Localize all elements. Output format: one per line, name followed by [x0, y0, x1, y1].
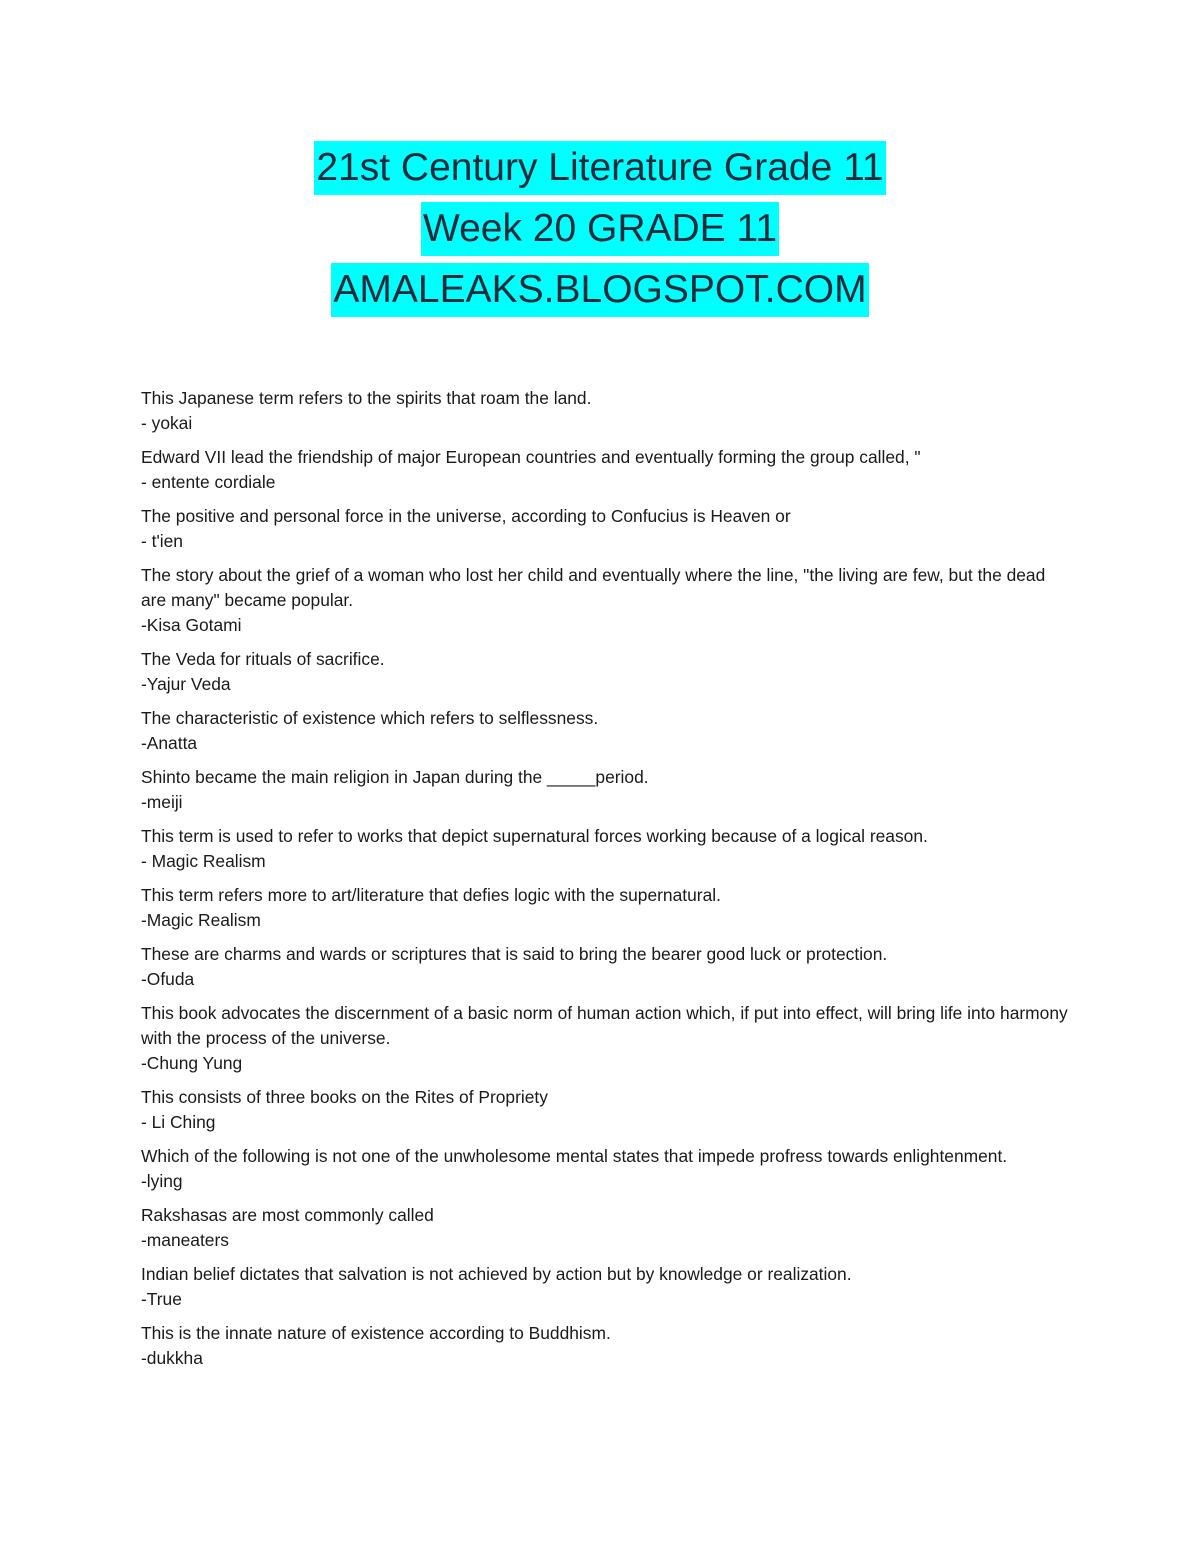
title-week: Week 20 GRADE 11 [421, 202, 779, 256]
qa-item [141, 563, 1071, 638]
title-course: 21st Century Literature Grade 11 [314, 141, 885, 195]
qa-item [141, 647, 1071, 697]
title-website: AMALEAKS.BLOGSPOT.COM [331, 263, 868, 317]
question-text: This term is used to refer to works that depict supernatural forces working because of a logical reason. [141, 826, 928, 846]
question-answer-list [141, 386, 1071, 1380]
question-text: Shinto became the main religion in Japan during the _____period. [141, 767, 649, 787]
question-text: This term refers more to art/literature that defies logic with the supernatural. [141, 885, 721, 905]
answer-text: -Magic Realism [141, 910, 261, 930]
answer-text: -Anatta [141, 733, 198, 753]
qa-item [141, 765, 1071, 815]
answer-text: -Ofuda [141, 969, 195, 989]
qa-item [141, 1144, 1071, 1194]
qa-item [141, 824, 1071, 874]
answer-text: - entente cordiale [141, 472, 276, 492]
qa-item [141, 1001, 1071, 1076]
question-text: This consists of three books on the Rites of Propriety [141, 1087, 548, 1107]
question-text: This book advocates the discernment of a basic norm of human action which, if put into effect, will bring life into harmony with the process of the universe. [141, 1003, 1068, 1048]
answer-text: -lying [141, 1171, 183, 1191]
qa-item [141, 706, 1071, 756]
answer-text: - Magic Realism [141, 851, 266, 871]
answer-text: -Yajur Veda [141, 674, 231, 694]
question-text: The story about the grief of a woman who lost her child and eventually where the line, "the living are few, but the dead are many" became popular. [141, 565, 1046, 610]
answer-text: -Chung Yung [141, 1053, 243, 1073]
title-block [0, 141, 1200, 324]
answer-text: -meiji [141, 792, 183, 812]
question-text: Edward VII lead the friendship of major European countries and eventually forming the group called, " [141, 447, 921, 467]
question-text: The positive and personal force in the universe, according to Confucius is Heaven or [141, 506, 791, 526]
question-text: These are charms and wards or scriptures that is said to bring the bearer good luck or protection. [141, 944, 888, 964]
answer-text: - yokai [141, 413, 193, 433]
qa-item [141, 883, 1071, 933]
question-text: Rakshasas are most commonly called [141, 1205, 434, 1225]
qa-item [141, 1262, 1071, 1312]
question-text: The characteristic of existence which refers to selflessness. [141, 708, 599, 728]
answer-text: -maneaters [141, 1230, 229, 1250]
qa-item [141, 1321, 1071, 1371]
answer-text: - Li Ching [141, 1112, 216, 1132]
qa-item [141, 386, 1071, 436]
answer-text: -dukkha [141, 1348, 203, 1368]
question-text: Which of the following is not one of the unwholesome mental states that impede profress towards enlightenment. [141, 1146, 1008, 1166]
answer-text: - t'ien [141, 531, 183, 551]
answer-text: -True [141, 1289, 182, 1309]
qa-item [141, 504, 1071, 554]
answer-text: -Kisa Gotami [141, 615, 242, 635]
qa-item [141, 445, 1071, 495]
qa-item [141, 1203, 1071, 1253]
qa-item [141, 1085, 1071, 1135]
question-text: The Veda for rituals of sacrifice. [141, 649, 385, 669]
qa-item [141, 942, 1071, 992]
question-text: This Japanese term refers to the spirits that roam the land. [141, 388, 592, 408]
question-text: Indian belief dictates that salvation is not achieved by action but by knowledge or realization. [141, 1264, 852, 1284]
question-text: This is the innate nature of existence according to Buddhism. [141, 1323, 611, 1343]
